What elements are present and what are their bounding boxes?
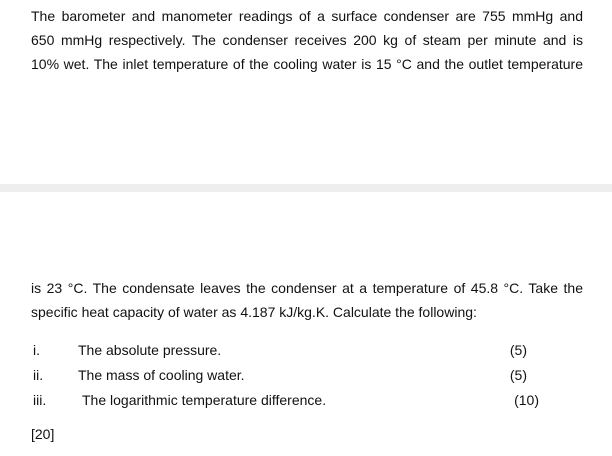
list-item (31, 363, 583, 388)
item-marks: (5) (509, 342, 527, 358)
text-line: specific heat capacity of water as 4.187 kJ/kg.K. Calculate the following: (31, 304, 477, 320)
question-paragraph-top (31, 4, 583, 76)
item-numeral: i. (33, 342, 40, 358)
text-line: The barometer and manometer readings of a surface condenser are 755 mmHg and (31, 8, 583, 24)
list-item (31, 388, 583, 413)
question-paragraph-bottom (31, 276, 583, 324)
text-line: 10% wet. The inlet temperature of the cooling water is 15 °C and the outlet temperature (31, 56, 583, 72)
text-line: is 23 °C. The condensate leaves the condenser at a temperature of 45.8 °C. Take the (31, 280, 583, 296)
question-items-list (31, 338, 583, 413)
item-text: The mass of cooling water. (78, 367, 245, 383)
list-item (31, 338, 583, 363)
item-marks: (10) (514, 392, 539, 408)
total-marks: [20] (31, 426, 55, 442)
item-numeral: iii. (33, 392, 47, 408)
text-line: 650 mmHg respectively. The condenser receives 200 kg of steam per minute and is (31, 32, 583, 48)
item-numeral: ii. (33, 367, 44, 383)
item-marks: (5) (509, 367, 527, 383)
page-break-divider (0, 184, 612, 192)
item-text: The absolute pressure. (78, 342, 222, 358)
item-text: The logarithmic temperature difference. (82, 392, 327, 408)
